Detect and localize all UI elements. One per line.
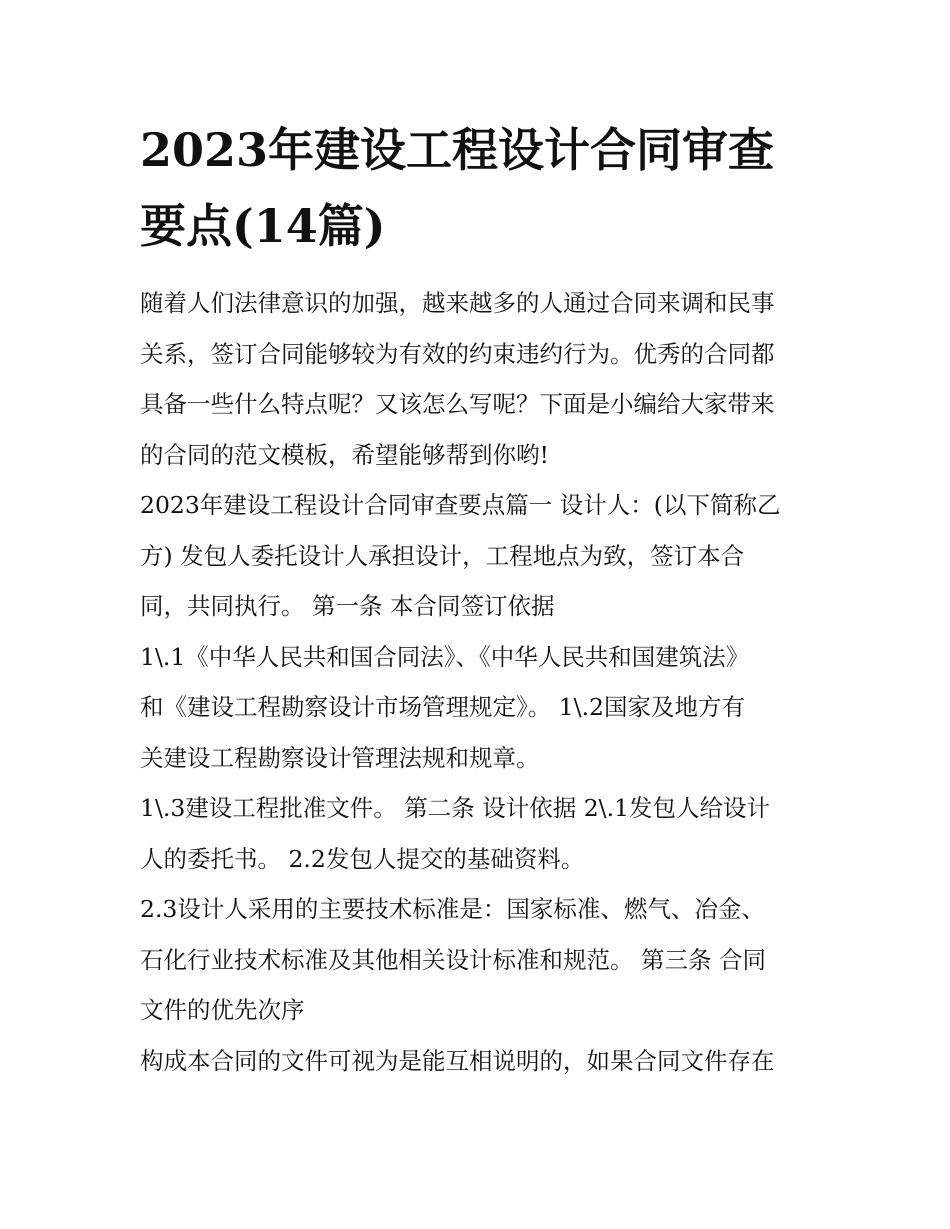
body-line: 和《建设工程勘察设计市场管理规定》。 1\.2国家及地方有 [140, 693, 746, 721]
document-title [140, 112, 820, 264]
body-line: 1\.1《中华人民共和国合同法》、《中华人民共和国建筑法》 [140, 642, 750, 671]
body-line: 具备一些什么特点呢？又该怎么写呢？下面是小编给大家带来 [140, 390, 775, 418]
body-line: 的合同的范文模板，希望能够帮到你哟! [140, 440, 549, 469]
body-line: 随着人们法律意识的加强，越来越多的人通过合同来调和民事 [140, 289, 775, 317]
body-line: 2023年建设工程设计合同审查要点篇一 设计人：(以下简称乙 [140, 491, 781, 519]
title-line: 要点(14篇) [140, 199, 386, 253]
body-line: 1\.3建设工程批准文件。 第二条 设计依据 2\.1发包人给设计 [140, 794, 770, 822]
body-line: 2.3设计人采用的主要技术标准是：国家标准、燃气、冶金、 [140, 895, 765, 923]
document-body [140, 278, 830, 1086]
body-line: 人的委托书。 2.2发包人提交的基础资料。 [140, 844, 585, 873]
title-line: 2023年建设工程设计合同审查 [140, 123, 775, 177]
body-line: 构成本合同的文件可视为是能互相说明的，如果合同文件存在 [140, 1046, 775, 1075]
body-line: 关系，签订合同能够较为有效的约束违约行为。优秀的合同都 [140, 339, 775, 368]
body-line: 关建设工程勘察设计管理法规和规章。 [140, 743, 540, 772]
body-line: 石化行业技术标准及其他相关设计标准和规范。 第三条 合同 [140, 945, 766, 974]
body-line: 方) 发包人委托设计人承担设计，工程地点为致，签订本合 [140, 541, 745, 570]
body-line: 同，共同执行。 第一条 本合同签订依据 [140, 592, 555, 620]
body-line: 文件的优先次序 [140, 996, 305, 1024]
